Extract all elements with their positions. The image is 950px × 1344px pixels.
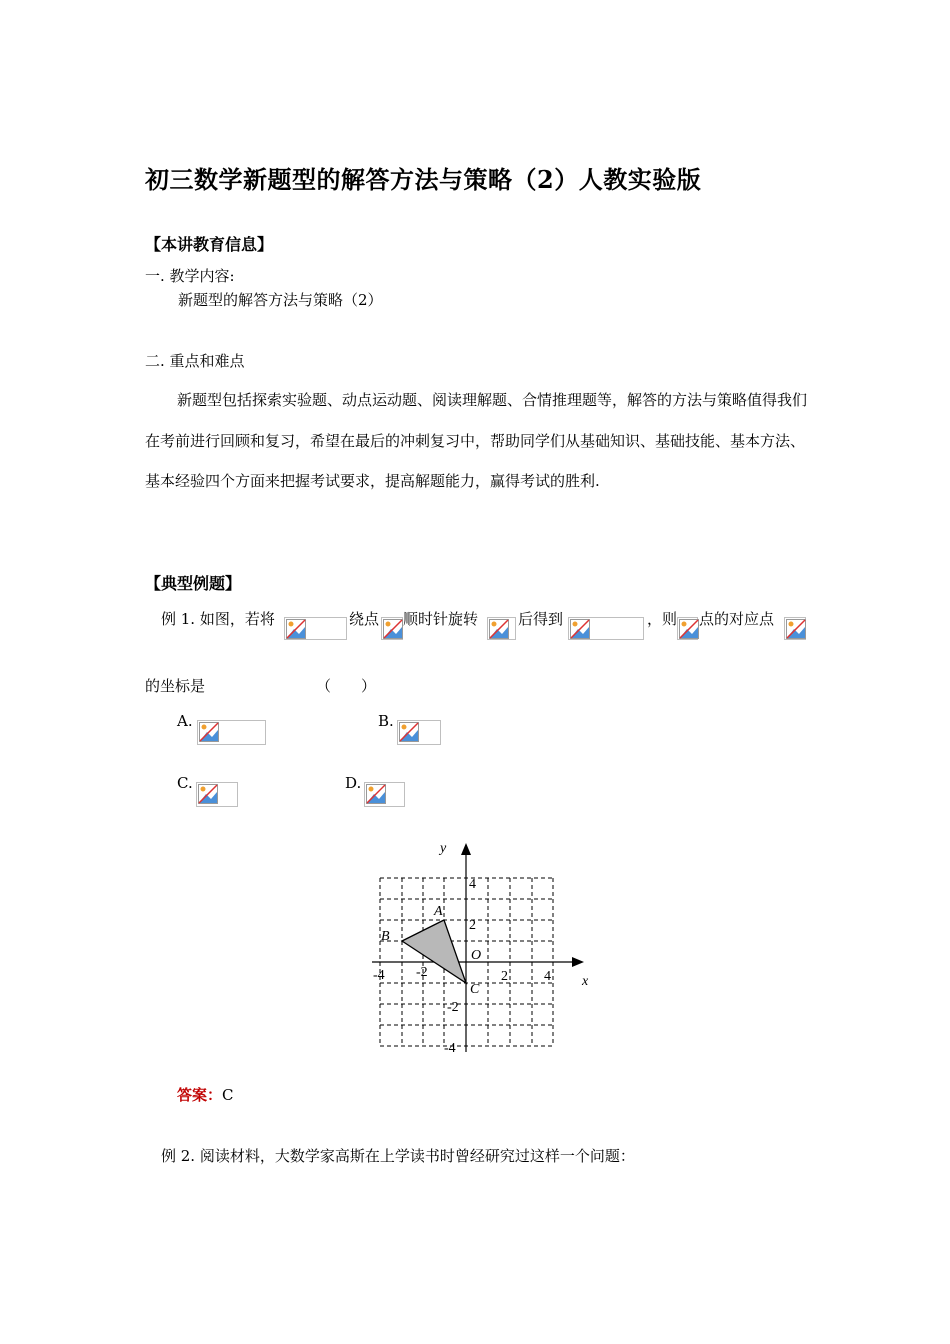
x-axis-arrow-icon	[572, 957, 584, 967]
tick-y-neg4: -4	[444, 1041, 456, 1056]
tick-x-2: 2	[501, 969, 508, 984]
ex1-image-placeholder-2	[381, 617, 403, 640]
option-a-label: A.	[177, 712, 193, 730]
point-c-label: C	[470, 982, 480, 997]
option-c-image	[196, 782, 238, 807]
broken-image-icon	[286, 619, 306, 639]
option-b-image	[397, 720, 441, 745]
option-b-label: B.	[378, 712, 394, 730]
key-points-label: 二. 重点和难点	[145, 352, 245, 370]
ex1-image-placeholder-1	[284, 617, 347, 640]
broken-image-icon	[199, 722, 219, 742]
origin-label: O	[471, 948, 482, 963]
axis-y-label: y	[440, 841, 447, 856]
option-d-image	[364, 782, 405, 807]
broken-image-icon	[383, 619, 403, 639]
ex1-image-placeholder-6	[784, 617, 806, 640]
option-a-image	[197, 720, 266, 745]
coordinate-figure	[365, 835, 605, 1057]
broken-image-icon	[366, 784, 386, 804]
broken-image-icon	[786, 619, 806, 639]
ex1-image-placeholder-3	[487, 617, 516, 640]
content-label: 一. 教学内容:	[145, 267, 235, 285]
ex2-text: 例 2. 阅读材料，大数学家高斯在上学读书时曾经研究过这样一个问题：	[161, 1147, 635, 1165]
answer-value: C	[222, 1086, 234, 1104]
tick-y-2: 2	[469, 918, 476, 933]
option-c-label: C.	[177, 774, 193, 792]
content-text: 新题型的解答方法与策略（2）	[178, 291, 383, 309]
ex1-text-4: 后得到	[518, 610, 564, 628]
broken-image-icon	[489, 619, 509, 639]
y-axis-arrow-icon	[461, 843, 471, 855]
answer-label: 答案：	[177, 1086, 223, 1104]
tick-y-4: 4	[469, 877, 476, 892]
broken-image-icon	[198, 784, 218, 804]
ex1-image-placeholder-5	[677, 617, 698, 640]
tick-x-neg4: -4	[373, 968, 385, 983]
ex1-text-3: 顺时针旋转	[403, 610, 479, 628]
point-a-label: A	[434, 904, 443, 919]
ex1-text-6: 点的对应点	[699, 610, 775, 628]
section-heading-info: 【本讲教育信息】	[145, 235, 274, 254]
ex1-question-line: 的坐标是	[145, 677, 206, 695]
key-points-paragraph: 新题型包括探索实验题、动点运动题、阅读理解题、合情推理题等，解答的方法与策略值得我们在考前进行回顾和复习，希望在最后的冲刺复习中，帮助同学们从基础知识、基础技能、基本方法、基本经验四个方面来把握考试要求，提高解题能力，赢得考试的胜利.	[145, 391, 808, 490]
broken-image-icon	[399, 722, 419, 742]
ex1-answer	[177, 1084, 234, 1105]
section-heading-examples: 【典型例题】	[145, 574, 242, 593]
tick-x-neg2: -2	[416, 965, 428, 980]
broken-image-icon	[570, 619, 590, 639]
ex1-image-placeholder-4	[568, 617, 644, 640]
page-title: 初三数学新题型的解答方法与策略（2）人教实验版	[145, 165, 702, 194]
triangle-abc	[402, 920, 466, 983]
ex1-text-5: ，则	[647, 610, 678, 628]
point-b-label: B	[381, 929, 390, 944]
tick-x-4: 4	[544, 969, 551, 984]
tick-y-neg2: -2	[447, 1000, 459, 1015]
axis-x-label: x	[582, 974, 589, 989]
ex1-text-2: 绕点	[349, 610, 380, 628]
ex1-text-1: 例 1. 如图，若将	[161, 610, 275, 628]
option-d-label: D.	[345, 774, 362, 792]
ex1-answer-paren: （ ）	[316, 677, 377, 695]
broken-image-icon	[679, 619, 699, 639]
